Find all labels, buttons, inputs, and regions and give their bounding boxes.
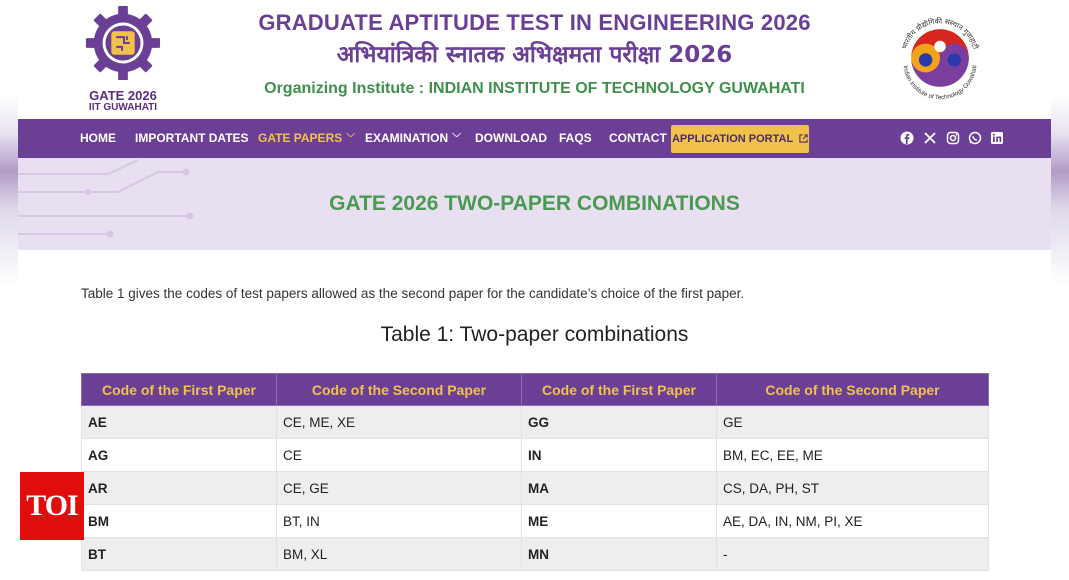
first-paper-code: AG — [82, 439, 277, 472]
first-paper-code: AR — [82, 472, 277, 505]
title-block — [198, 8, 871, 103]
iit-guwahati-logo[interactable] — [892, 10, 988, 106]
table-header-row — [82, 374, 989, 406]
first-paper-code: BT — [82, 538, 277, 571]
external-link-icon — [799, 134, 808, 143]
nav-gate-papers[interactable]: GATE PAPERS ﹀ — [258, 119, 355, 158]
chevron-down-icon: ﹀ — [346, 133, 356, 143]
table-row — [82, 505, 989, 538]
intro-text: Table 1 gives the codes of test papers allowed as the second paper for the candidate’s choice of the first paper. — [81, 286, 745, 301]
second-paper-codes: GE — [717, 406, 989, 439]
column-header: Code of the First Paper — [82, 374, 277, 406]
page — [18, 0, 1051, 580]
first-paper-code: GG — [522, 406, 717, 439]
table-row — [82, 538, 989, 571]
page-title: GATE 2026 TWO-PAPER COMBINATIONS — [329, 192, 740, 215]
table-row — [82, 472, 989, 505]
nav-important-dates[interactable]: IMPORTANT DATES — [135, 131, 249, 145]
chevron-down-icon: ﹀ — [452, 133, 462, 143]
application-portal-button[interactable]: APPLICATION PORTAL — [671, 125, 809, 153]
gate-logo[interactable] — [78, 4, 168, 113]
second-paper-codes: CS, DA, PH, ST — [717, 472, 989, 505]
table-row — [82, 406, 989, 439]
logo-line1: GATE 2026 — [89, 88, 157, 103]
first-paper-code: BM — [82, 505, 277, 538]
column-header: Code of the Second Paper — [717, 374, 989, 406]
first-paper-code: AE — [82, 406, 277, 439]
x-icon[interactable] — [923, 131, 937, 145]
second-paper-codes: BT, IN — [277, 505, 522, 538]
site-title-hindi: अभियांत्रिकी स्नातक अभिक्षमता परीक्षा 2026 — [336, 42, 733, 68]
right-edge-decoration — [1051, 95, 1069, 285]
instagram-icon[interactable] — [946, 131, 960, 145]
two-paper-combinations-table — [81, 373, 989, 571]
page-banner — [18, 158, 1051, 250]
first-paper-code: MA — [522, 472, 717, 505]
nav-examination[interactable]: EXAMINATION ﹀ — [365, 119, 461, 158]
facebook-icon[interactable] — [900, 131, 914, 145]
left-edge-decoration — [0, 95, 18, 285]
second-paper-codes: BM, EC, EE, ME — [717, 439, 989, 472]
second-paper-codes: CE — [277, 439, 522, 472]
nav-home[interactable]: HOME — [80, 131, 116, 145]
second-paper-codes: AE, DA, IN, NM, PI, XE — [717, 505, 989, 538]
table-caption: Table 1: Two-paper combinations — [380, 323, 689, 346]
second-paper-codes: CE, GE — [277, 472, 522, 505]
column-header: Code of the First Paper — [522, 374, 717, 406]
second-paper-codes: CE, ME, XE — [277, 406, 522, 439]
table-row — [82, 439, 989, 472]
column-header: Code of the Second Paper — [277, 374, 522, 406]
nav-contact[interactable]: CONTACT — [609, 131, 667, 145]
linkedin-icon[interactable] — [990, 131, 1004, 145]
logo-right-text-bottom: Indian Institute of Technology Guwahati — [901, 65, 979, 102]
site-title-english: GRADUATE APTITUDE TEST IN ENGINEERING 2026 — [258, 10, 811, 35]
nav-download[interactable]: DOWNLOAD — [475, 131, 547, 145]
first-paper-code: ME — [522, 505, 717, 538]
logo-line2: IIT GUWAHATI — [88, 102, 158, 113]
gear-chip-icon — [84, 4, 162, 82]
first-paper-code: IN — [522, 439, 717, 472]
site-header — [18, 0, 1051, 119]
whatsapp-icon[interactable] — [968, 131, 982, 145]
second-paper-codes: - — [717, 538, 989, 571]
second-paper-codes: BM, XL — [277, 538, 522, 571]
main-nav — [18, 119, 1051, 158]
organizing-institute: Organizing Institute : INDIAN INSTITUTE OF TECHNOLOGY GUWAHATI — [264, 80, 805, 97]
first-paper-code: MN — [522, 538, 717, 571]
toi-watermark-logo: TOI — [20, 472, 84, 540]
logo-right-text-top: भारतीय प्रौद्योगिकी संस्थान गुवाहाटी — [899, 16, 981, 51]
nav-faqs[interactable]: FAQS — [559, 131, 592, 145]
